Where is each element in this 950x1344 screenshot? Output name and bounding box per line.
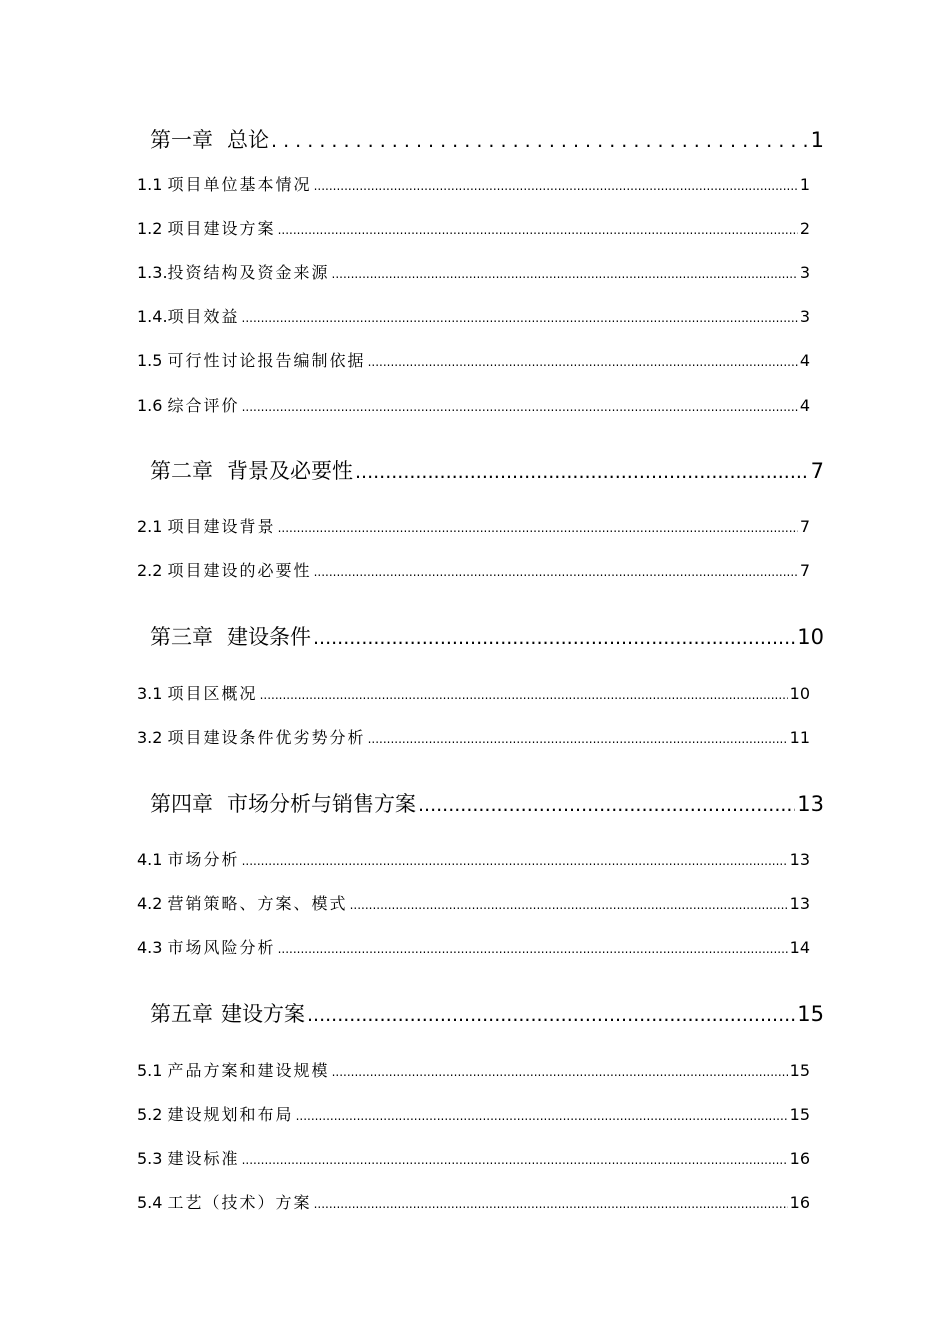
toc-chapter-title: 总论 [227, 128, 269, 152]
toc-page-number: 15 [789, 1105, 810, 1124]
toc-dot-leader [242, 400, 798, 414]
toc-section-1-2[interactable] [137, 216, 810, 239]
toc-dot-leader [314, 565, 798, 579]
toc-section-number: 1.3. [137, 263, 168, 282]
toc-section-title: 项目效益 [167, 307, 240, 326]
toc-dot-leader [242, 1153, 788, 1167]
toc-dot-leader [271, 130, 809, 152]
toc-section-5-2[interactable] [137, 1102, 810, 1125]
toc-dot-leader [242, 311, 798, 325]
toc-page-number: 1 [810, 128, 824, 152]
toc-section-1-5[interactable] [137, 348, 810, 371]
toc-section-title: 项目建设条件优劣势分析 [167, 728, 366, 747]
toc-section-3-1[interactable] [137, 681, 810, 704]
toc-dot-leader [355, 461, 809, 483]
toc-dot-leader [278, 223, 798, 237]
toc-section-4-3[interactable] [137, 935, 810, 958]
toc-dot-leader [278, 942, 788, 956]
toc-dot-leader [418, 794, 795, 816]
toc-page-number: 16 [789, 1149, 810, 1168]
toc-page-number: 2 [799, 219, 810, 238]
toc-page-number: 4 [799, 351, 810, 370]
toc-section-number: 1.1 [137, 175, 163, 194]
toc-section-number: 1.6 [137, 396, 163, 415]
toc-section-number: 4.2 [137, 894, 163, 913]
toc-section-1-4[interactable] [137, 304, 810, 327]
toc-page-number: 4 [799, 396, 810, 415]
toc-section-title: 综合评价 [167, 396, 240, 415]
toc-dot-leader [242, 854, 788, 868]
toc-section-1-1[interactable] [137, 172, 810, 195]
toc-chapter-number: 第二章 [150, 459, 213, 483]
toc-chapter-1[interactable] [150, 124, 824, 154]
toc-dot-leader [307, 1004, 795, 1026]
toc-dot-leader [314, 1197, 788, 1211]
toc-section-number: 4.1 [137, 850, 163, 869]
toc-chapter-2[interactable] [150, 455, 824, 485]
toc-section-title: 营销策略、方案、模式 [167, 894, 348, 913]
toc-chapter-title: 建设方案 [221, 1002, 305, 1026]
toc-section-5-1[interactable] [137, 1058, 810, 1081]
toc-chapter-number: 第四章 [150, 792, 213, 816]
toc-section-title: 项目区概况 [167, 684, 258, 703]
toc-page-number: 13 [789, 894, 810, 913]
toc-section-1-6[interactable] [137, 393, 810, 416]
toc-dot-leader [313, 627, 795, 649]
toc-section-4-2[interactable] [137, 891, 810, 914]
toc-section-title: 可行性讨论报告编制依据 [167, 351, 366, 370]
toc-section-number: 3.1 [137, 684, 163, 703]
toc-section-title: 工艺（技术）方案 [167, 1193, 312, 1212]
toc-dot-leader [368, 355, 798, 369]
toc-section-3-2[interactable] [137, 725, 810, 748]
toc-dot-leader [332, 1065, 788, 1079]
toc-section-title: 项目建设的必要性 [167, 561, 312, 580]
toc-page-number: 3 [799, 263, 810, 282]
toc-chapter-5[interactable] [150, 998, 824, 1028]
toc-page-number: 13 [797, 792, 824, 816]
toc-section-number: 5.3 [137, 1149, 163, 1168]
toc-page-number: 3 [799, 307, 810, 326]
toc-page-number: 10 [789, 684, 810, 703]
toc-section-title: 建设规划和布局 [167, 1105, 294, 1124]
toc-chapter-4[interactable] [150, 788, 824, 818]
toc-section-number: 1.2 [137, 219, 163, 238]
toc-section-number: 5.1 [137, 1061, 163, 1080]
toc-section-number: 1.5 [137, 351, 163, 370]
toc-page-number: 14 [789, 938, 810, 957]
toc-page-number: 10 [797, 625, 824, 649]
toc-chapter-3[interactable] [150, 621, 824, 651]
toc-section-title: 市场分析 [167, 850, 240, 869]
toc-page-number: 15 [789, 1061, 810, 1080]
toc-section-title: 投资结构及资金来源 [167, 263, 330, 282]
toc-page-number: 1 [799, 175, 810, 194]
toc-chapter-title: 市场分析与销售方案 [227, 792, 416, 816]
toc-page-number: 13 [789, 850, 810, 869]
toc-section-title: 项目单位基本情况 [167, 175, 312, 194]
toc-chapter-title: 背景及必要性 [227, 459, 353, 483]
toc-dot-leader [314, 179, 798, 193]
toc-page-number: 7 [799, 517, 810, 536]
toc-section-5-3[interactable] [137, 1146, 810, 1169]
toc-chapter-title: 建设条件 [227, 625, 311, 649]
toc-dot-leader [296, 1109, 788, 1123]
toc-dot-leader [260, 688, 788, 702]
toc-chapter-number: 第五章 [150, 1002, 213, 1026]
toc-section-title: 市场风险分析 [167, 938, 276, 957]
toc-section-2-2[interactable] [137, 558, 810, 581]
toc-section-1-3[interactable] [137, 260, 810, 283]
toc-page-number: 15 [797, 1002, 824, 1026]
toc-section-number: 4.3 [137, 938, 163, 957]
toc-section-5-4[interactable] [137, 1190, 810, 1213]
toc-section-4-1[interactable] [137, 847, 810, 870]
toc-section-number: 1.4. [137, 307, 168, 326]
toc-page-number: 11 [789, 728, 810, 747]
toc-page-number: 7 [810, 459, 824, 483]
toc-section-number: 2.1 [137, 517, 163, 536]
toc-chapter-number: 第三章 [150, 625, 213, 649]
toc-page-number: 16 [789, 1193, 810, 1212]
toc-section-number: 2.2 [137, 561, 163, 580]
toc-dot-leader [350, 898, 788, 912]
toc-section-number: 3.2 [137, 728, 163, 747]
toc-section-title: 建设标准 [167, 1149, 240, 1168]
toc-section-number: 5.4 [137, 1193, 163, 1212]
toc-page-number: 7 [799, 561, 810, 580]
toc-dot-leader [368, 732, 788, 746]
toc-section-number: 5.2 [137, 1105, 163, 1124]
toc-dot-leader [332, 267, 798, 281]
toc-dot-leader [278, 521, 798, 535]
toc-section-title: 项目建设背景 [167, 517, 276, 536]
toc-section-title: 产品方案和建设规模 [167, 1061, 330, 1080]
toc-chapter-number: 第一章 [150, 128, 213, 152]
toc-section-title: 项目建设方案 [167, 219, 276, 238]
toc-section-2-1[interactable] [137, 514, 810, 537]
